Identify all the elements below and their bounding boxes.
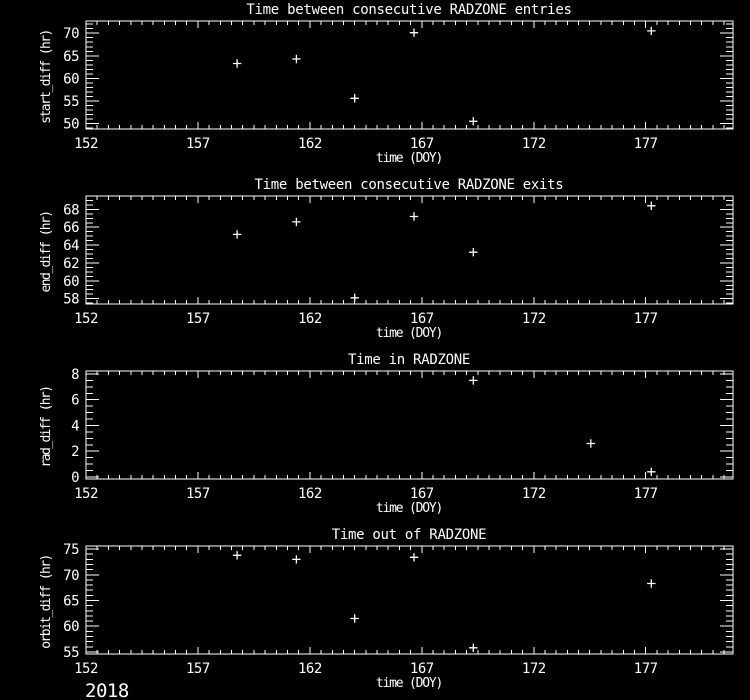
axes	[63, 542, 733, 677]
year-label: 2018	[85, 680, 129, 700]
y-tick-label: 60	[63, 71, 79, 88]
y-tick-label: 4	[71, 418, 79, 435]
data-point-markers	[233, 27, 656, 126]
y-axis-label: start_diff (hr)	[39, 30, 54, 124]
y-tick-label: 60	[63, 619, 79, 636]
x-tick-label: 177	[633, 311, 658, 327]
y-tick-label: 0	[71, 469, 79, 486]
axis-ticks	[86, 196, 733, 304]
y-tick-label: 64	[63, 238, 79, 255]
x-tick-label: 152	[74, 311, 98, 327]
y-axis-label: end_diff (hr)	[39, 211, 54, 293]
y-tick-label: 62	[63, 255, 79, 272]
y-axis-label: orbit_diff (hr)	[39, 555, 54, 649]
y-tick-label: 2	[71, 444, 79, 461]
x-tick-label: 162	[298, 661, 322, 677]
x-tick-label: 167	[409, 311, 434, 327]
plot-title: Time out of RADZONE	[331, 527, 487, 543]
x-axis-label: time (DOY)	[375, 501, 443, 516]
plot-canvas-time-out	[0, 525, 750, 700]
data-point-markers	[233, 551, 656, 652]
y-tick-label: 75	[63, 542, 79, 559]
x-tick-label: 152	[74, 136, 98, 152]
x-axis-label: time (DOY)	[375, 326, 443, 341]
x-tick-label: 172	[521, 661, 546, 677]
plot-title: Time in RADZONE	[348, 352, 470, 368]
y-tick-label: 66	[63, 220, 79, 237]
axes	[71, 367, 733, 502]
plot-frame	[86, 196, 733, 304]
x-tick-label: 172	[521, 486, 546, 502]
x-tick-label: 172	[521, 136, 546, 152]
data-point-markers	[469, 376, 655, 476]
plot-canvas-exits	[0, 175, 750, 350]
x-axis-label: time (DOY)	[375, 151, 443, 166]
y-tick-label: 55	[63, 94, 79, 110]
x-tick-label: 167	[409, 136, 434, 152]
y-tick-label: 60	[63, 273, 79, 290]
axis-ticks	[86, 21, 733, 129]
x-tick-label: 167	[409, 661, 434, 677]
y-tick-label: 8	[71, 367, 79, 383]
x-tick-label: 177	[633, 136, 658, 152]
y-tick-label: 50	[63, 116, 79, 133]
y-axis-label: rad_diff (hr)	[39, 386, 54, 468]
x-tick-label: 157	[186, 311, 210, 327]
plot-frame	[86, 21, 733, 129]
y-tick-label: 65	[63, 48, 79, 65]
axes	[63, 21, 733, 152]
x-tick-label: 167	[409, 486, 434, 502]
plot-time-out-of-radzone	[0, 525, 750, 700]
x-axis-label: time (DOY)	[375, 676, 443, 691]
y-tick-label: 55	[63, 644, 79, 661]
plot-frame	[86, 546, 733, 654]
axis-ticks	[86, 371, 733, 479]
y-tick-label: 70	[63, 567, 79, 584]
axis-ticks	[86, 546, 733, 654]
x-tick-label: 162	[298, 486, 322, 502]
plot-time-between-radzone-exits	[0, 175, 750, 350]
plot-canvas-entries	[0, 0, 750, 175]
x-tick-label: 162	[298, 311, 322, 327]
x-tick-label: 162	[298, 136, 322, 152]
x-tick-label: 152	[74, 486, 98, 502]
plot-title: Time between consecutive RADZONE entries	[246, 2, 572, 18]
x-tick-label: 157	[186, 486, 210, 502]
x-tick-label: 157	[186, 661, 210, 677]
x-tick-label: 177	[633, 486, 658, 502]
x-tick-label: 177	[633, 661, 658, 677]
plot-canvas-time-in	[0, 350, 750, 525]
y-tick-label: 58	[63, 291, 79, 308]
plot-time-between-radzone-entries	[0, 0, 750, 175]
y-tick-label: 68	[63, 202, 79, 219]
y-tick-label: 70	[63, 26, 79, 43]
x-tick-label: 172	[521, 311, 546, 327]
plot-title: Time between consecutive RADZONE exits	[254, 177, 564, 193]
axes	[63, 196, 733, 327]
x-tick-label: 152	[74, 661, 98, 677]
y-tick-label: 6	[71, 392, 79, 409]
x-tick-label: 157	[186, 136, 210, 152]
data-point-markers	[233, 202, 656, 302]
plot-time-in-radzone	[0, 350, 750, 525]
y-tick-label: 65	[63, 593, 79, 610]
plot-frame	[86, 371, 733, 479]
